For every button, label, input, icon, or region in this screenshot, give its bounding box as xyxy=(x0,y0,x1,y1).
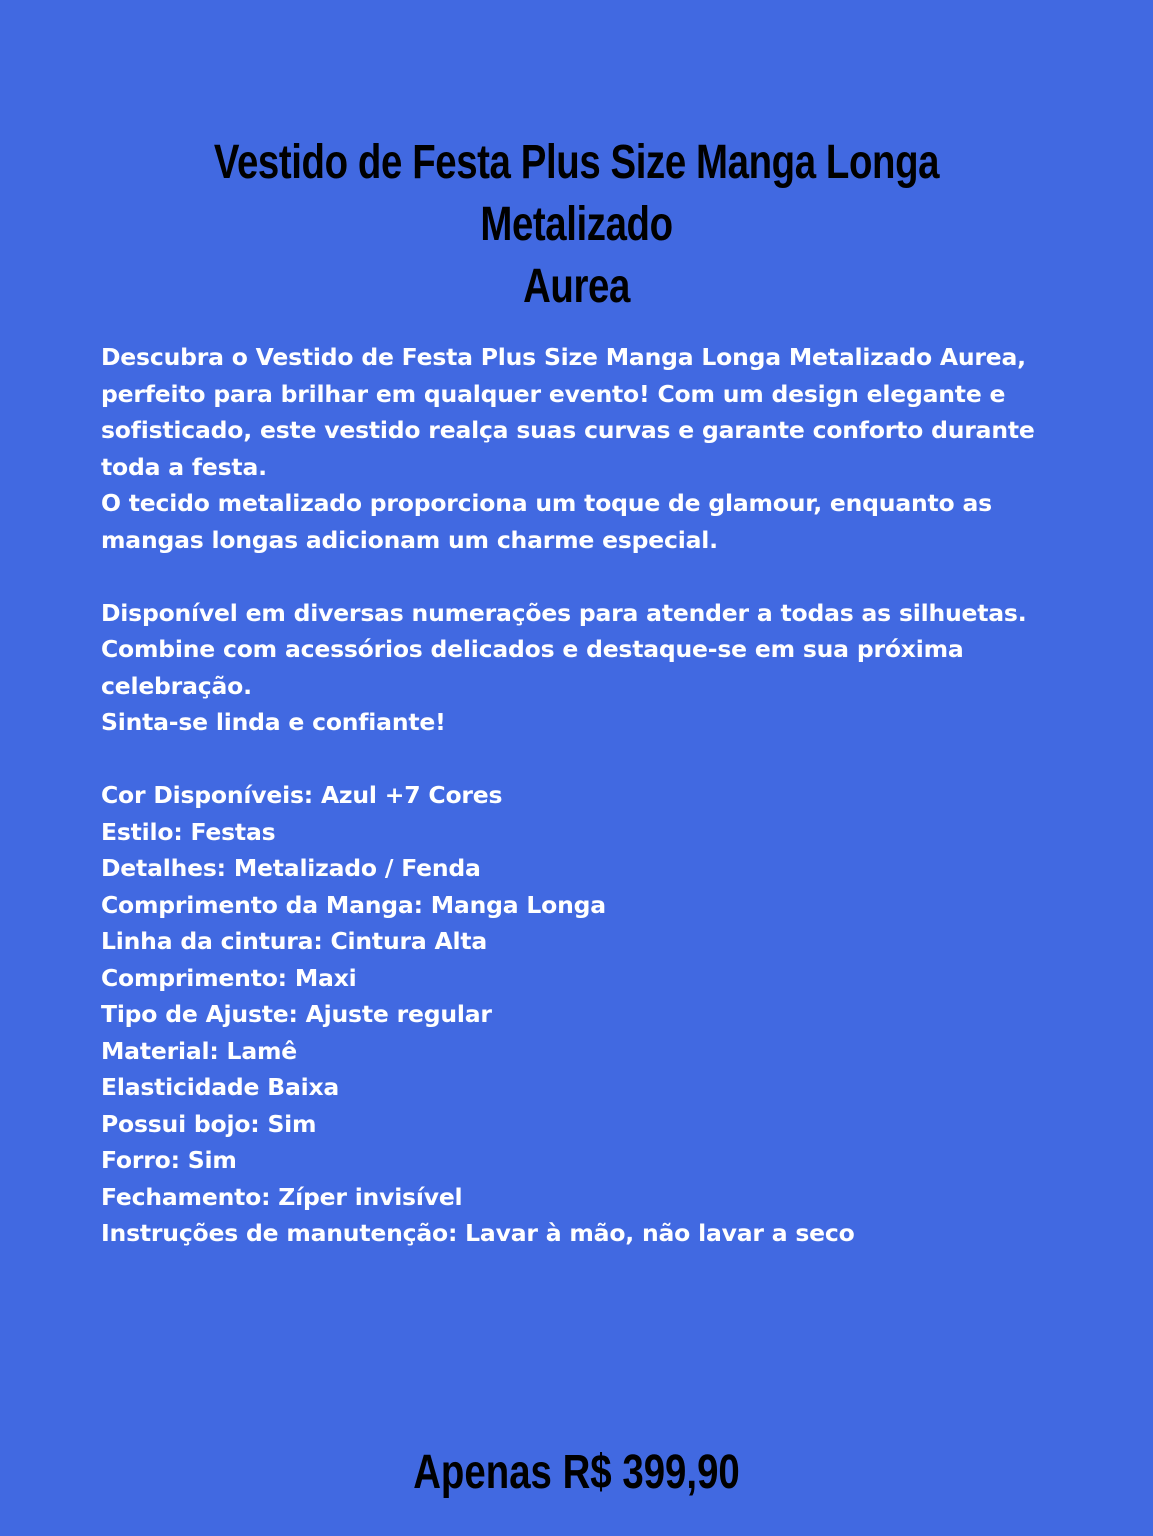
description-line: O tecido metalizado proporciona um toque de glamour, enquanto as xyxy=(101,489,992,517)
spec-care-instructions: Instruções de manutenção: Lavar à mão, não lavar a seco xyxy=(101,1219,855,1247)
spec-color: Cor Disponíveis: Azul +7 Cores xyxy=(101,781,503,809)
spec-sleeve-length: Comprimento da Manga: Manga Longa xyxy=(101,890,606,919)
product-title-line-1: Vestido de Festa Plus Size Manga Longa Metalizado xyxy=(213,136,940,251)
description-line: Sinta-se linda e confiante! xyxy=(101,708,446,736)
product-description xyxy=(101,339,1061,1252)
spec-padding: Possui bojo: Sim xyxy=(101,1109,317,1138)
description-line: perfeito para brilhar em qualquer evento! Com um design elegante e xyxy=(101,379,1006,408)
spec-list xyxy=(101,777,1061,1252)
paragraph-gap xyxy=(101,558,1061,595)
spec-lining: Forro: Sim xyxy=(101,1146,237,1174)
description-line: mangas longas adicionam um charme especial. xyxy=(101,525,718,554)
product-price: Apenas R$ 399,90 xyxy=(413,1446,740,1499)
description-line: Descubra o Vestido de Festa Plus Size Manga Longa Metalizado Aurea, xyxy=(101,343,1026,371)
spec-closure: Fechamento: Zíper invisível xyxy=(101,1182,463,1211)
product-title xyxy=(163,132,989,318)
product-title-line-2: Aurea xyxy=(523,260,630,313)
spec-details: Detalhes: Metalizado / Fenda xyxy=(101,854,481,882)
description-line: toda a festa. xyxy=(101,452,267,481)
description-line: sofisticado, este vestido realça suas curvas e garante conforto durante xyxy=(101,416,1035,444)
spec-waistline: Linha da cintura: Cintura Alta xyxy=(101,927,488,955)
paragraph-gap xyxy=(101,741,1061,778)
spec-length: Comprimento: Maxi xyxy=(101,963,357,992)
spec-elasticity: Elasticidade Baixa xyxy=(101,1073,340,1101)
spec-material: Material: Lamê xyxy=(101,1036,298,1065)
spec-fit-type: Tipo de Ajuste: Ajuste regular xyxy=(101,1000,492,1028)
spec-style: Estilo: Festas xyxy=(101,817,276,846)
description-line: Disponível em diversas numerações para atender a todas as silhuetas. xyxy=(101,598,1027,627)
description-line: Combine com acessórios delicados e destaque-se em sua próxima xyxy=(101,635,964,663)
description-line: celebração. xyxy=(101,671,252,700)
